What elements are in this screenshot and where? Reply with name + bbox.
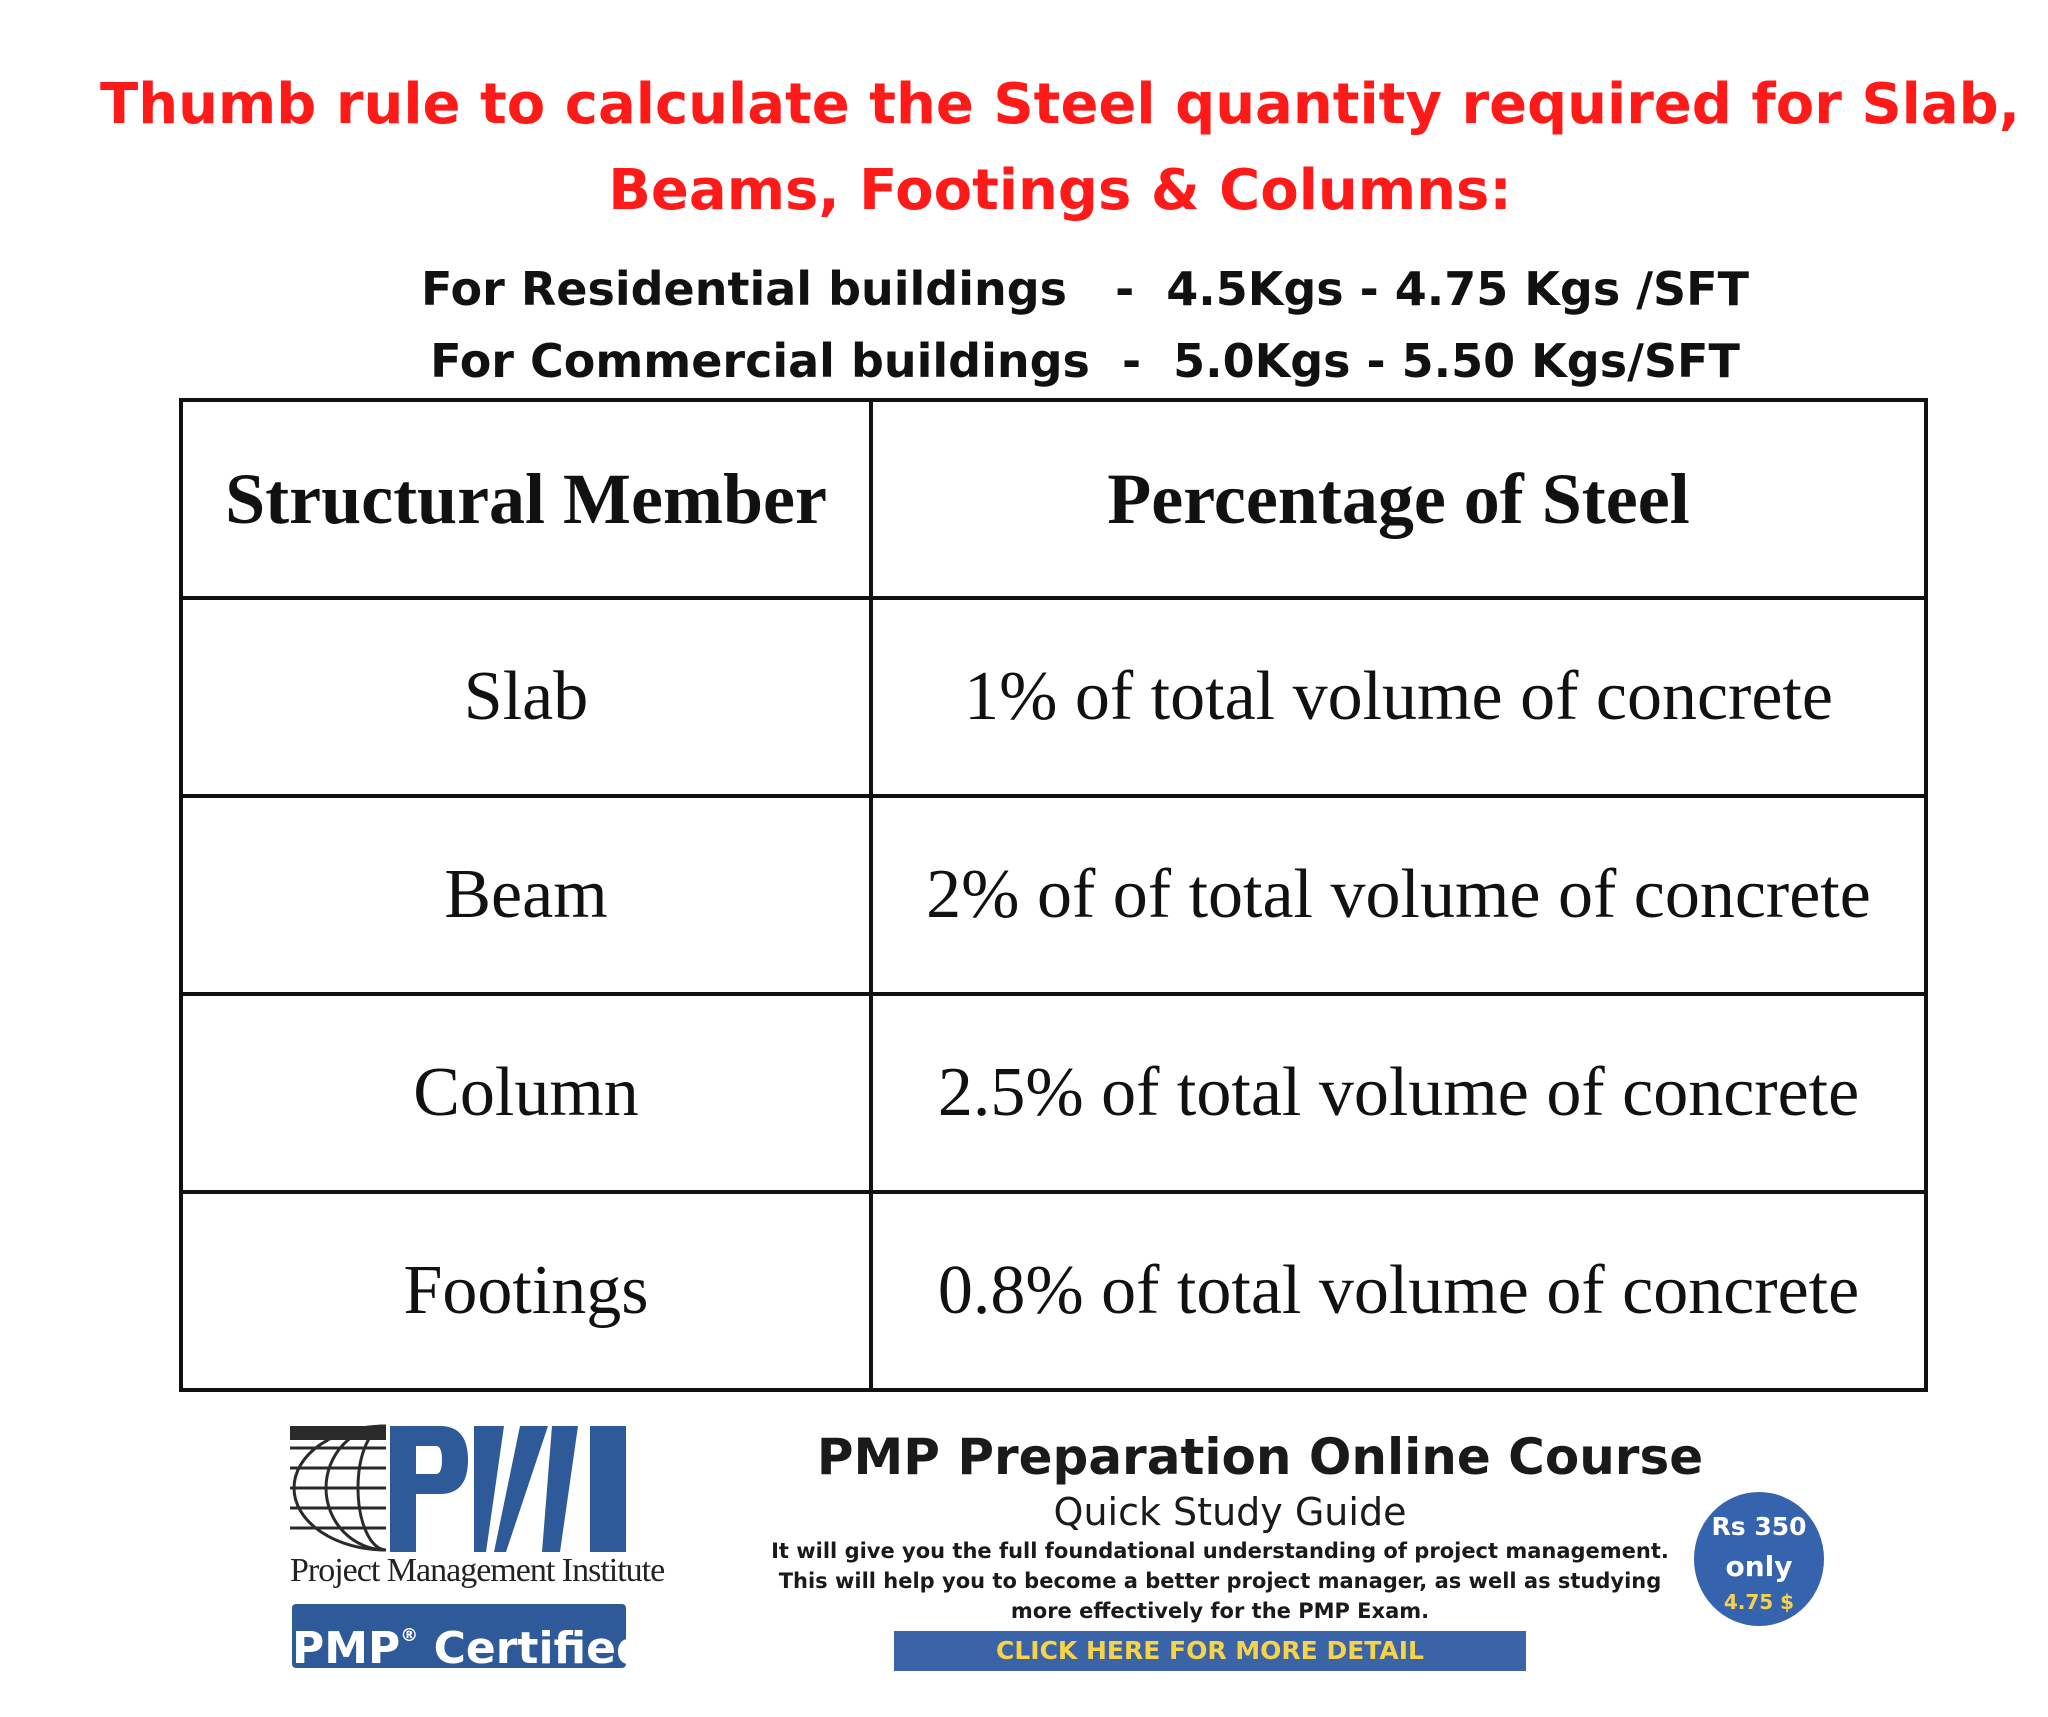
price-badge [1694,1492,1824,1626]
member-cell: Slab [181,598,871,796]
pmp-badge-main: PMP [292,1623,401,1674]
page-title [60,62,2048,234]
steel-rules [0,253,2048,397]
title-line-1: Thumb rule to calculate the Steel quantity required for Slab, [100,72,2020,137]
price-usd: 4.75 $ [1723,1590,1795,1614]
course-subtitle: Quick Study Guide [1053,1490,1407,1534]
title-line-2: Beams, Footings & Columns: [608,158,1512,223]
price-inr: Rs 350 [1711,1512,1807,1541]
table-row [181,796,1926,994]
rule-residential: For Residential buildings - 4.5Kgs - 4.75 Kgs /SFT [421,262,1749,316]
course-description-line: This will help you to become a better project manager, as well as studying [778,1569,1662,1593]
member-cell: Column [181,994,871,1192]
header-structural-member: Structural Member [181,400,871,598]
percentage-cell: 2% of of total volume of concrete [871,796,1926,994]
pmi-institute-name: Project Management Institute [290,1552,665,1589]
pmp-badge-suffix: Certified [418,1623,648,1674]
more-detail-button[interactable]: CLICK HERE FOR MORE DETAIL [894,1631,1526,1671]
steel-percentage-table [179,398,1928,1392]
course-description [770,1536,1670,1626]
header-percentage-of-steel: Percentage of Steel [871,400,1926,598]
course-title: PMP Preparation Online Course [816,1428,1704,1486]
table-row [181,598,1926,796]
rule-commercial: For Commercial buildings - 5.0Kgs - 5.50 Kgs/SFT [430,334,1740,388]
registered-mark: ® [400,1625,419,1646]
pmp-certified-badge [292,1604,648,1674]
pmi-globe-logo-icon [290,1424,630,1554]
pmi-logo [290,1424,665,1674]
member-cell: Footings [181,1192,871,1390]
course-description-line: more effectively for the PMP Exam. [1010,1599,1430,1623]
percentage-cell: 1% of total volume of concrete [871,598,1926,796]
member-cell: Beam [181,796,871,994]
table-header-row [181,400,1926,598]
price-only: only [1725,1550,1793,1583]
table-row [181,1192,1926,1390]
table-row [181,994,1926,1192]
percentage-cell: 2.5% of total volume of concrete [871,994,1926,1192]
percentage-cell: 0.8% of total volume of concrete [871,1192,1926,1390]
course-description-line: It will give you the full foundational understanding of project management. [771,1539,1669,1563]
